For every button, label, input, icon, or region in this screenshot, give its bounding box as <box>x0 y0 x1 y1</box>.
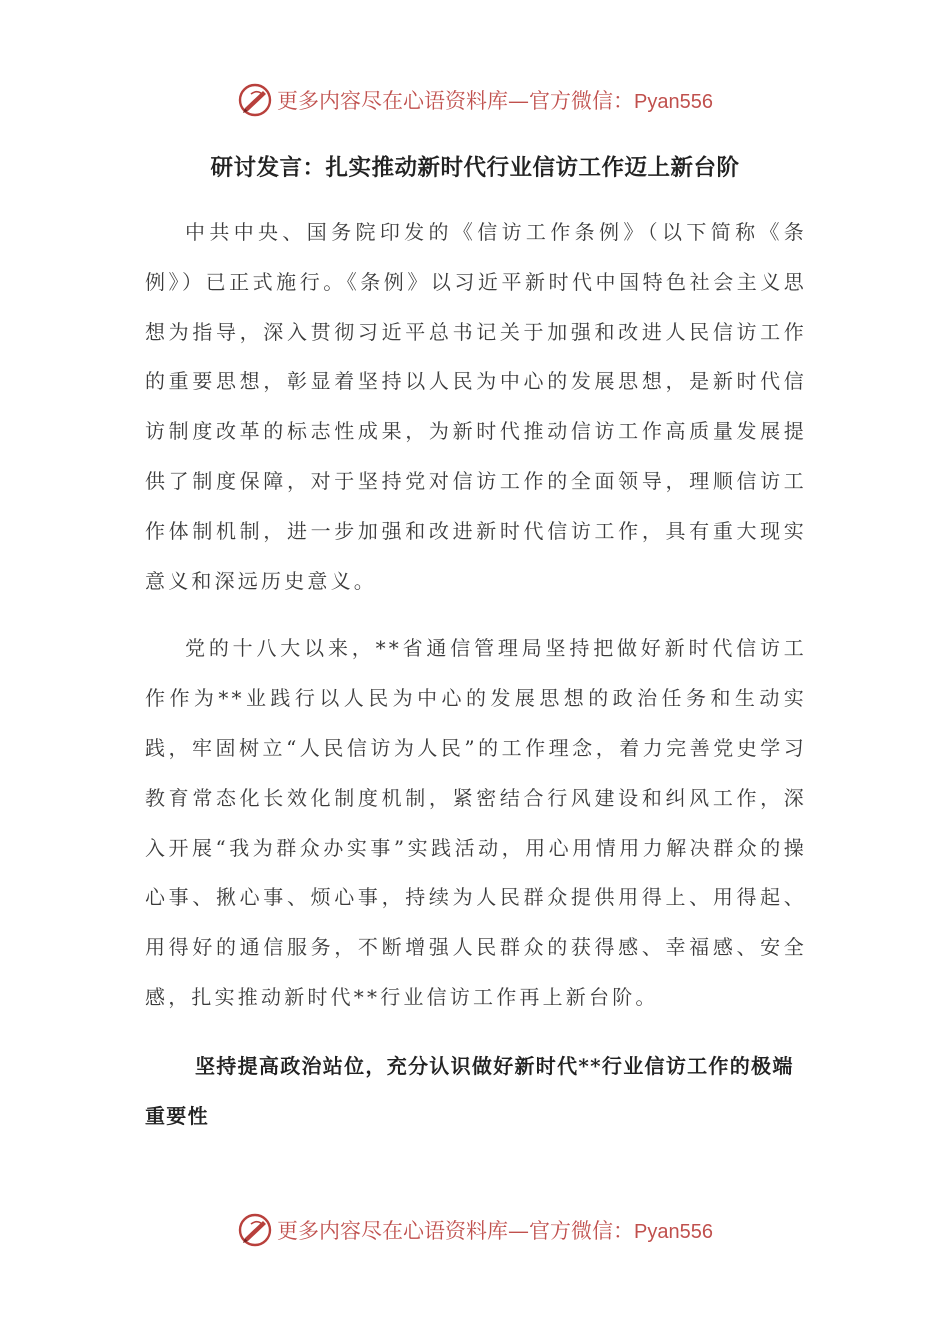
pen-logo-icon <box>237 1212 273 1248</box>
paragraph: 党的十八大以来，**省通信管理局坚持把做好新时代信访工作作为**业践行以人民为中心的发展思想的政治任务和生动实践，牢固树立“人民信访为人民”的工作理念，着力完善党史学习教育常态化长效化制度机制，紧密结合行风建设和纠风工作，深入开展“我为群众办实事”实践活动，用心用情用力解决群众的操心事、揪心事、烦心事，持续为人民群众提供用得上、用得起、用得好的通信服务，不断增强人民群众的获得感、幸福感、安全感，扎实推动新时代**行业信访工作再上新台阶。 <box>145 636 807 1009</box>
header-banner <box>0 80 950 120</box>
banner-text: 更多内容尽在心语资料库—官方微信：Pyan556 <box>277 1219 713 1243</box>
wechat-id: Pyan556 <box>634 91 713 113</box>
paragraph: 中共中央、国务院印发的《信访工作条例》（以下简称《条例》）已正式施行。《条例》以习近平新时代中国特色社会主义思想为指导，深入贯彻习近平总书记关于加强和改进人民信访工作的重要思想，彰显着坚持以人民为中心的发展思想，是新时代信访制度改革的标志性成果，为新时代推动信访工作高质量发展提供了制度保障，对于坚持党对信访工作的全面领导，理顺信访工作体制机制，进一步加强和改进新时代信访工作，具有重大现实意义和深远历史意义。 <box>145 220 807 593</box>
document-title: 研讨发言：扎实推动新时代行业信访工作迈上新台阶 <box>210 155 740 181</box>
wechat-id: Pyan556 <box>634 1221 713 1243</box>
footer-banner <box>0 1210 950 1250</box>
pen-logo-icon <box>237 82 273 118</box>
section-heading: 坚持提高政治站位，充分认识做好新时代**行业信访工作的极端重要性 <box>145 1053 794 1128</box>
document-body <box>145 208 807 1141</box>
banner-text: 更多内容尽在心语资料库—官方微信：Pyan556 <box>277 89 713 113</box>
